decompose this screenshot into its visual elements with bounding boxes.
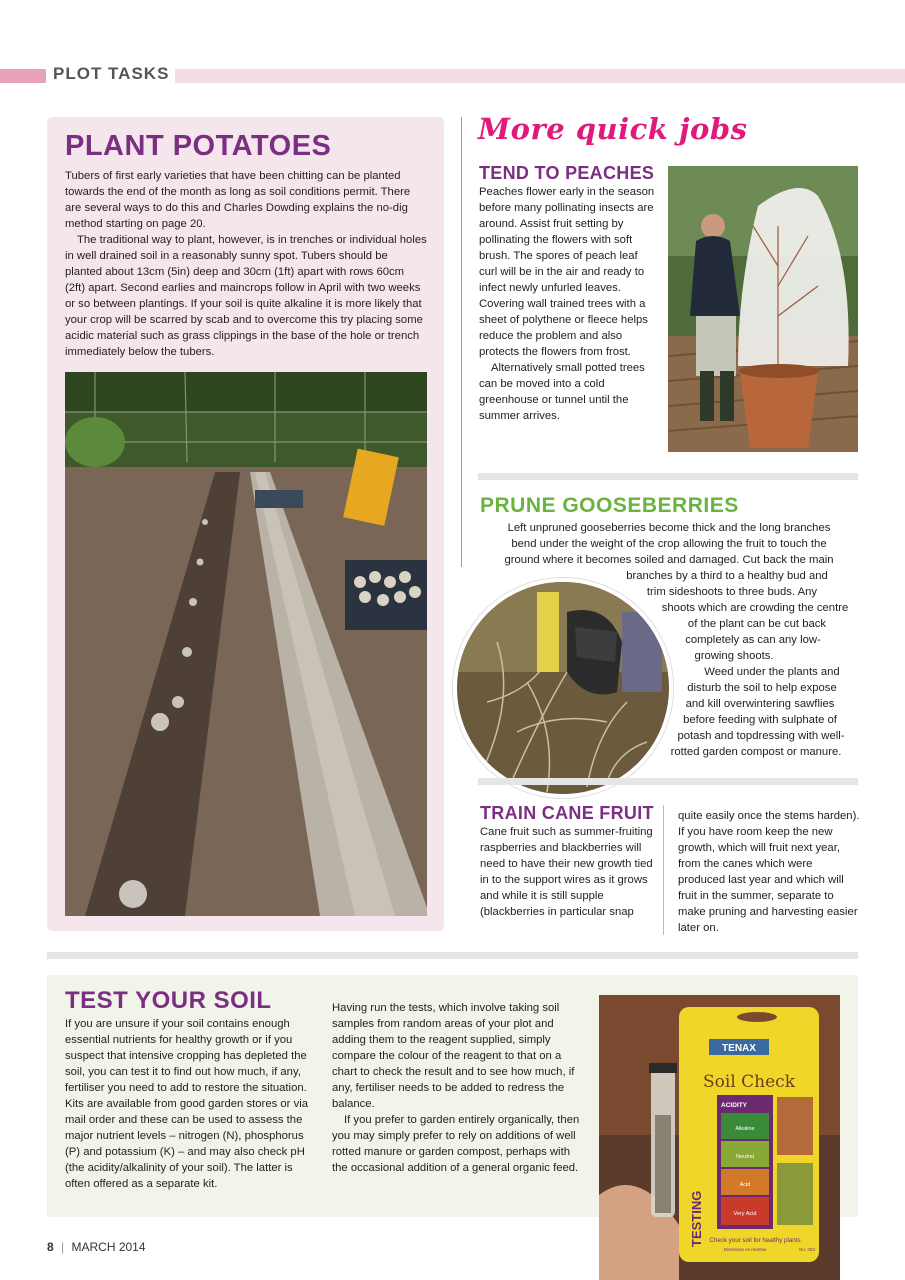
potato-trench-photo (65, 372, 427, 916)
gooseberries-title: PRUNE GOOSEBERRIES (480, 494, 739, 517)
kit-product: Soil Check (703, 1072, 795, 1092)
gooseberries-line: of the plant can be cut back (687, 618, 827, 630)
peach-tree-fleece-photo (668, 166, 858, 452)
peaches-title: TEND TO PEACHES (479, 163, 655, 183)
peaches-paragraph: Peaches flower early in the season before many pollinating insects are around. Assist fruit setting by pollinating the flowers with soft brush. The spores of peach leaf curl will be in the air and ready to infect newly unfurled leaves. Covering wall trained trees with a sheet of polythene or fleece helps reduce the problem and also protects the flowers from frost. (479, 186, 655, 358)
potatoes-title: PLANT POTATOES (65, 130, 332, 162)
potatoes-body (65, 168, 427, 360)
kit-bottom-text: Check your soil for healthy plants (709, 1237, 801, 1244)
gooseberry-pruning-photo (453, 578, 673, 798)
kit-side-text: TESTING (689, 1190, 704, 1247)
potatoes-paragraph: The traditional way to plant, however, is in trenches or individual holes in well drained soil in a reasonably sunny spot. Tubers should be planted about 13cm (5in) deep and 30cm (1ft) apart with rows 60cm (2ft) apart. Second earlies and maincrops follow in April with two weeks or so between plantings. If your soil is quite alkaline it is more likely that your crop will be scarred by scab and to overcome this try placing some acidic material such as grass clippings in the base of the hole or trench immediately below the tubers. (65, 234, 427, 358)
kit-brand: TENAX (722, 1043, 756, 1054)
page-footer (47, 1240, 146, 1254)
cane-fruit-column-1: Cane fruit such as summer-fruiting raspberries and blackberries will need to have their new growth tied in to the support wires as it grows and while it is still supple (blackberries in particular snap (480, 826, 653, 918)
kit-band: Alkaline (735, 1126, 755, 1132)
header-rule (175, 69, 905, 83)
quick-jobs-heading: More quick jobs (478, 112, 748, 146)
issue-date: MARCH 2014 (71, 1240, 146, 1254)
column-divider (461, 117, 462, 567)
gooseberries-line: Left unpruned gooseberries become thick and the long branches (507, 522, 831, 534)
gooseberries-line: before feeding with sulphate of (683, 714, 837, 726)
gooseberries-line: growing shoots. (694, 650, 774, 662)
gooseberries-line: potash and topdressing with well- (677, 730, 845, 742)
kit-band: Very Acid (733, 1211, 757, 1217)
gooseberries-line: trim sideshoots to three buds. Any (646, 586, 818, 598)
soil-paragraph: Having run the tests, which involve taking soil samples from random areas of your plot and adding them to the reagent supplied, simply compare the colour of the reagent to that on a chart to check the result and to see how much, if any, fertiliser needs to be added to redress the balance. (332, 1002, 575, 1110)
gooseberries-intro (480, 520, 858, 568)
kit-band-header: ACIDITY (721, 1102, 747, 1109)
gooseberries-line: shoots which are crowding the centre (661, 602, 849, 614)
footer-separator: | (61, 1240, 65, 1254)
kit-band: Acid (739, 1182, 751, 1188)
gooseberries-line: completely as can any low- (685, 634, 821, 646)
gooseberries-line: Weed under the plants and (704, 666, 840, 678)
gooseberries-line: rotted garden compost or manure. (670, 746, 842, 758)
gooseberries-line: ground where it becomes soiled and damaged. Cut back the main (504, 554, 834, 566)
section-divider-bar (47, 952, 858, 959)
soil-column-2 (332, 1000, 584, 1176)
header-accent-bar (0, 69, 46, 83)
section-divider-bar (478, 778, 858, 785)
potatoes-paragraph: Tubers of first early varieties that have been chitting can be planted towards the end of the month as long as soil conditions permit. There are several ways to do this and Charles Dowding explains the no-dig method starting on page 20. (65, 170, 411, 230)
gooseberries-line: disturb the soil to help expose (687, 682, 837, 694)
gooseberries-line: bend under the weight of the crop allowing the fruit to touch the (511, 538, 827, 550)
cane-fruit-column-2: quite easily once the stems harden). If you have room keep the new growth, which will fruit next year, from the canes which were produced last year and which will fruit in the summer, separate to make pruning and harvesting easier later on. (678, 810, 860, 934)
soil-column-1: If you are unsure if your soil contains enough essential nutrients for healthy growth or if you suspect that intensive cropping has depleted the soil, you can test it to find out how much, if any, fertiliser you need to add to restore the situation. Kits are available from good garden stores or via mail order and these can be used to assess the major nutrient levels – nitrogen (N), phosphorus (P) and potassium (K) – and may also check pH (the acidity/alkalinity of your soil). The latter is often offered as a separate kit. (65, 1018, 309, 1190)
page-number: 8 (47, 1240, 54, 1254)
gooseberries-line: branches by a third to a healthy bud and (626, 570, 828, 582)
column-divider (663, 805, 664, 935)
peaches-body (479, 184, 657, 424)
cane-fruit-title: TRAIN CANE FRUIT (480, 803, 654, 823)
peaches-paragraph: Alternatively small potted trees can be moved into a cold greenhouse or tunnel until the summer arrives. (479, 362, 645, 422)
kit-bottom-subtext: Directions on reverse (723, 1247, 767, 1252)
section-label: PLOT TASKS (53, 64, 170, 83)
soil-title: TEST YOUR SOIL (65, 987, 272, 1014)
kit-code: No. 303 (799, 1247, 815, 1252)
soil-paragraph: If you prefer to garden entirely organically, then you may simply prefer to rely on additions of well rotted manure or garden compost, perhaps with the occasional addition of a general organic feed. (332, 1114, 580, 1174)
gooseberries-line: and kill overwintering sawflies (685, 698, 835, 710)
soil-test-kit-photo (599, 995, 840, 1280)
kit-band: Neutral (736, 1154, 754, 1160)
section-divider-bar (478, 473, 858, 480)
